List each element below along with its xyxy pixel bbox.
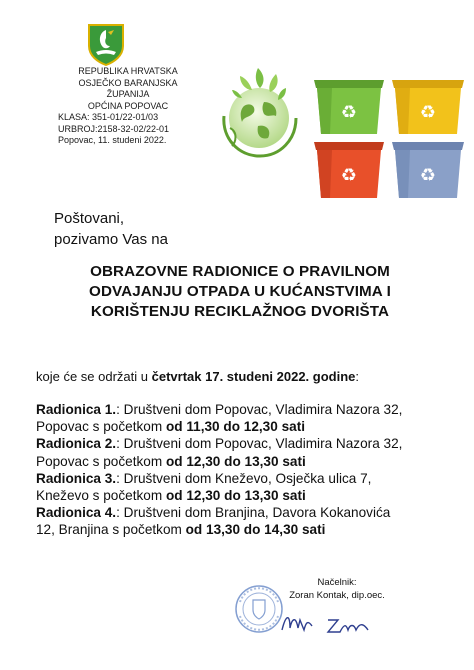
workshop-time: od 12,30 do 13,30 sati bbox=[165, 453, 306, 469]
intro-colon: : bbox=[355, 369, 359, 384]
intro-date: četvrtak 17. studeni 2022. godine bbox=[151, 369, 356, 384]
svg-text:♻: ♻ bbox=[340, 165, 358, 186]
workshop-list bbox=[36, 401, 456, 539]
header-country: REPUBLIKA HRVATSKA bbox=[78, 66, 178, 76]
workshop-item bbox=[36, 504, 456, 538]
workshop-place-cont: Kneževo s početkom bbox=[36, 488, 166, 504]
greeting bbox=[54, 208, 168, 250]
header-date: Popovac, 11. studeni 2022. bbox=[58, 135, 167, 145]
title-line-1: OBRAZOVNE RADIONICE O PRAVILNOM bbox=[90, 263, 390, 280]
recycling-bins-illustration bbox=[312, 76, 466, 202]
svg-text:♻: ♻ bbox=[419, 102, 437, 123]
greeting-line-2: pozivamo Vas na bbox=[54, 231, 168, 248]
workshop-name: Radionica 4. bbox=[36, 505, 117, 521]
handwritten-signature bbox=[278, 608, 378, 638]
red-bin bbox=[314, 142, 384, 198]
blue-bin bbox=[392, 142, 464, 198]
workshop-place-cont: Popovac s početkom bbox=[36, 419, 166, 435]
title-line-2: ODVAJANJU OTPADA U KUĆANSTVIMA I bbox=[89, 283, 391, 300]
workshop-item bbox=[36, 435, 456, 469]
svg-text:♻: ♻ bbox=[340, 102, 358, 123]
workshop-time: od 13,30 do 14,30 sati bbox=[185, 522, 326, 538]
intro-sentence bbox=[36, 369, 359, 384]
workshop-place: : Društveni dom Branjina, Davora Kokanovića bbox=[116, 505, 391, 521]
signature-name: Zoran Kontak, dip.oec. bbox=[289, 590, 385, 601]
greeting-line-1: Poštovani, bbox=[54, 210, 125, 227]
workshop-place: : Društveni dom Kneževo, Osječka ulica 7, bbox=[116, 470, 372, 486]
workshop-place: : Društveni dom Popovac, Vladimira Nazora 32, bbox=[116, 436, 403, 452]
workshop-name: Radionica 3. bbox=[36, 470, 117, 486]
header-urbroj: URBROJ:2158-32-02/22-01 bbox=[58, 123, 170, 134]
header-block bbox=[58, 66, 198, 147]
yellow-bin bbox=[392, 80, 464, 134]
workshop-item bbox=[36, 470, 456, 504]
header-municipality: OPĆINA POPOVAC bbox=[87, 100, 169, 111]
workshop-place: : Društveni dom Popovac, Vladimira Nazora 32, bbox=[116, 402, 403, 417]
svg-text:♻: ♻ bbox=[419, 165, 437, 186]
eco-globe-icon bbox=[214, 62, 304, 164]
title-line-3: KORIŠTENJU RECIKLAŽNOG DVORIŠTA bbox=[90, 303, 390, 320]
workshop-place-cont: 12, Branjina s početkom bbox=[36, 522, 186, 538]
official-stamp-icon bbox=[234, 584, 284, 634]
workshop-time: od 11,30 do 12,30 sati bbox=[165, 419, 305, 435]
workshop-name: Radionica 2. bbox=[36, 436, 117, 452]
green-bin bbox=[314, 80, 384, 134]
signature-role: Načelnik: bbox=[317, 577, 357, 588]
header-county: OSJEČKO BARANJSKA ŽUPANIJA bbox=[78, 77, 178, 99]
intro-text: koje će se održati u bbox=[36, 369, 152, 384]
coat-of-arms-icon bbox=[86, 22, 126, 66]
document-title bbox=[40, 262, 440, 322]
workshop-item bbox=[36, 401, 456, 435]
signature-block bbox=[262, 576, 412, 602]
workshop-name: Radionica 1. bbox=[36, 402, 117, 417]
workshop-place-cont: Popovac s početkom bbox=[36, 453, 166, 469]
workshop-time: od 12,30 do 13,30 sati bbox=[165, 488, 306, 504]
header-klasa: KLASA: 351-01/22-01/03 bbox=[58, 112, 159, 122]
